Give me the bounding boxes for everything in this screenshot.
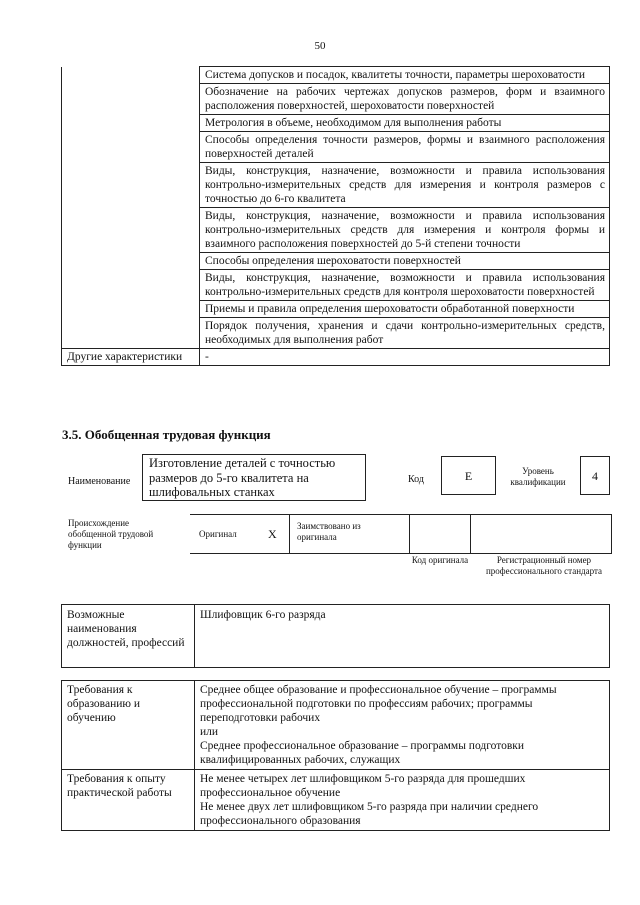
level-label: Уровень квалификации xyxy=(510,466,566,487)
table-row xyxy=(62,770,610,831)
table-row xyxy=(62,253,610,270)
original-label: Оригинал xyxy=(199,529,237,539)
table-row xyxy=(62,605,610,668)
table-row xyxy=(62,301,610,318)
table-row xyxy=(62,132,610,163)
table-row xyxy=(62,163,610,208)
page-number: 50 xyxy=(314,40,326,52)
registration-number-caption: Регистрационный номер профессионального стандарта xyxy=(485,555,603,576)
knowledge-table xyxy=(61,66,610,366)
requirements-table xyxy=(61,680,610,831)
table-row xyxy=(62,115,610,132)
education-line: Среднее общее образование и профессиональное обучение – программы профессиональной подготовки по профессиям рабочих; программы переподготовки рабочих xyxy=(200,684,557,724)
positions-table xyxy=(61,604,610,668)
knowledge-item: Обозначение на рабочих чертежах допусков размеров, форм и взаимного расположения поверхностей, шероховатости поверхностей xyxy=(200,84,610,115)
other-characteristics-label: Другие характеристики xyxy=(62,349,200,366)
code-value-box: E xyxy=(441,456,496,495)
knowledge-item: Виды, конструкция, назначение, возможности и правила использования контрольно-измерительных средств для измерения и контроля размеров с точностью до 6-го квалитета xyxy=(200,163,610,208)
experience-label: Требования к опыту практической работы xyxy=(62,770,195,831)
education-line: или xyxy=(200,726,219,738)
origin-row xyxy=(190,514,612,554)
divider xyxy=(289,515,290,553)
experience-line: Не менее четырех лет шлифовщиком 5-го разряда для прошедших профессиональное обучение xyxy=(200,773,526,799)
original-mark: X xyxy=(268,527,277,541)
knowledge-item: Способы определения шероховатости поверхностей xyxy=(200,253,610,270)
level-value-box: 4 xyxy=(580,456,610,495)
table-row xyxy=(62,349,610,366)
table-row xyxy=(62,270,610,301)
code-label: Код xyxy=(408,474,424,485)
origin-label: Происхождение обобщенной трудовой функции xyxy=(68,518,154,550)
knowledge-item: Система допусков и посадок, квалитеты точности, параметры шероховатости xyxy=(200,67,610,84)
other-characteristics-value: - xyxy=(200,349,610,366)
table-row xyxy=(62,208,610,253)
knowledge-item: Порядок получения, хранения и сдачи контрольно-измерительных средств, необходимых для выполнения работ xyxy=(200,318,610,349)
knowledge-item: Метрология в объеме, необходимом для выполнения работы xyxy=(200,115,610,132)
table-row xyxy=(62,84,610,115)
table-row xyxy=(62,681,610,770)
borrowed-label: Заимствовано из оригинала xyxy=(297,521,361,542)
positions-label: Возможные наименования должностей, профессий xyxy=(62,605,195,668)
knowledge-item: Способы определения точности размеров, формы и взаимного расположения поверхностей деталей xyxy=(200,132,610,163)
table-row xyxy=(62,67,610,84)
knowledge-item: Приемы и правила определения шероховатости обработанной поверхности xyxy=(200,301,610,318)
knowledge-item: Виды, конструкция, назначение, возможности и правила использования контрольно-измерительных средств для измерения и контроля формы и взаимного расположения поверхностей до 5-й степени точности xyxy=(200,208,610,253)
positions-value: Шлифовщик 6-го разряда xyxy=(195,605,610,668)
function-name-box: Изготовление деталей с точностью размеров до 5-го квалитета на шлифовальных станках xyxy=(142,454,366,501)
divider xyxy=(470,515,471,553)
knowledge-item: Виды, конструкция, назначение, возможности и правила использования контрольно-измерительных средств для контроля шероховатости поверхностей xyxy=(200,270,610,301)
name-label: Наименование xyxy=(68,476,131,487)
section-title: 3.5. Обобщенная трудовая функция xyxy=(62,427,271,442)
education-line: Среднее профессиональное образование – программы подготовки квалифицированных рабочих, служащих xyxy=(200,740,525,766)
table-row xyxy=(62,318,610,349)
experience-line: Не менее двух лет шлифовщиком 5-го разряда при наличии среднего профессионального образования xyxy=(200,801,539,827)
education-label: Требования к образованию и обучению xyxy=(62,681,195,770)
divider xyxy=(409,515,410,553)
code-original-caption: Код оригинала xyxy=(411,555,469,565)
